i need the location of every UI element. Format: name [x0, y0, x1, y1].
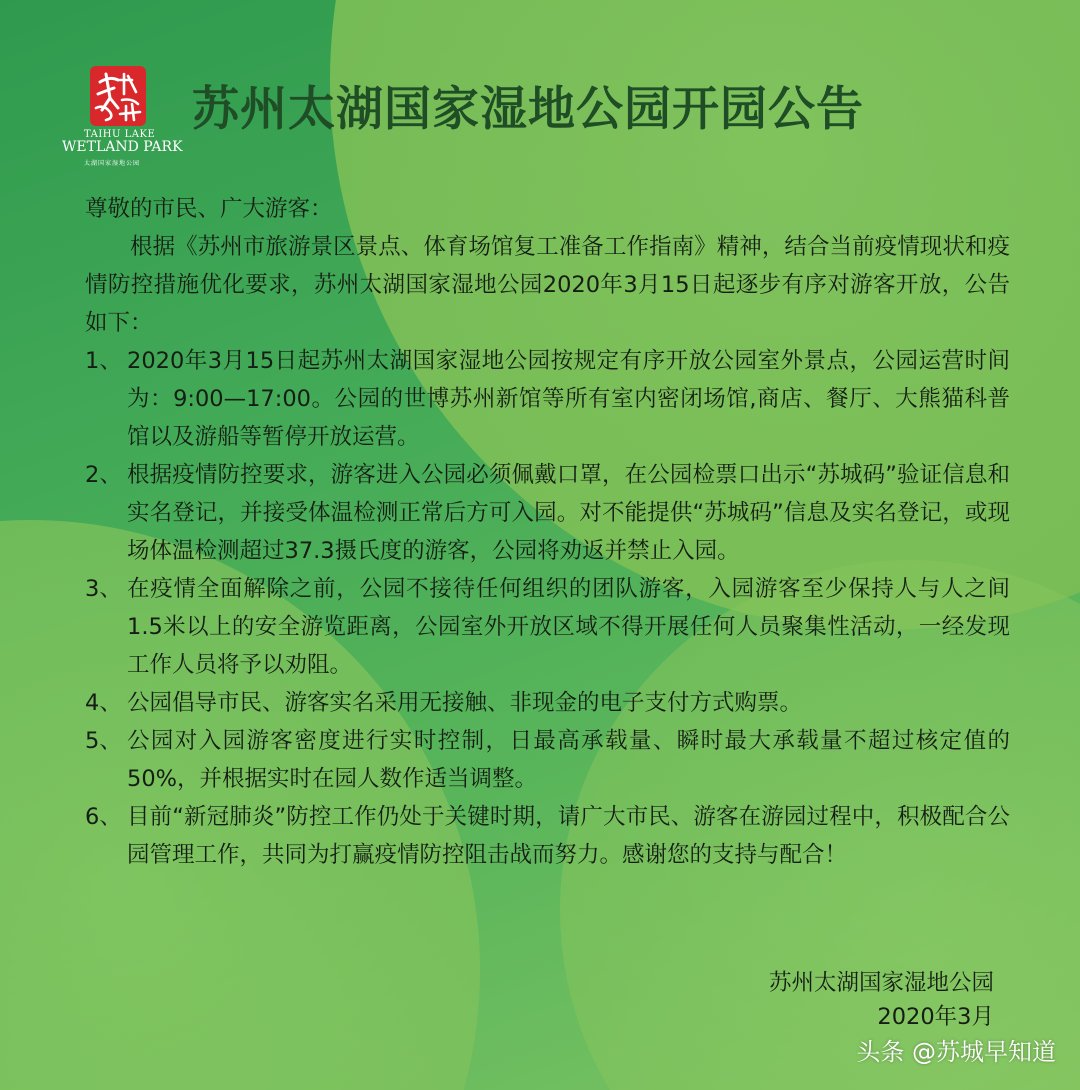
signature-organization: 苏州太湖国家湿地公园 — [768, 970, 994, 996]
list-item-number: 1、 — [85, 348, 122, 374]
signature-block — [769, 966, 994, 1034]
list-item-text: 公园倡导市民、游客实名采用无接触、非现金的电子支付方式购票。 — [127, 690, 803, 716]
list-item — [85, 342, 1010, 456]
park-logo — [62, 64, 183, 167]
list-item-text: 在疫情全面解除之前，公园不接待任何组织的团队游客，入园游客至少保持人与人之间1.5米以上的安全游览距离，公园室外开放区域不得开展任何人员聚集性活动，一经发现工作人员将予以劝阻。 — [127, 576, 1010, 678]
list-item-text: 公园对入园游客密度进行实时控制，日最高承载量、瞬时最大承载量不超过核定值的50%，并根据实时在园人数作适当调整。 — [127, 728, 1010, 792]
signature-date: 2020年3月 — [877, 1004, 994, 1030]
page-title: 苏州太湖国家湿地公园开园公告 — [192, 82, 864, 137]
list-item — [85, 456, 1010, 570]
park-seal-logo — [88, 64, 148, 128]
list-item — [85, 570, 1010, 684]
logo-english-line1: TAIHU LAKE — [84, 129, 156, 140]
list-item-text: 2020年3月15日起苏州太湖国家湿地公园按规定有序开放公园室外景点，公园运营时间为：9:00—17:00。公园的世博苏州新馆等所有室内密闭场馆,商店、餐厅、大熊猫科普馆以及游船等暂停开放运营。 — [127, 348, 1010, 450]
logo-english-line2: WETLAND PARK — [62, 139, 183, 155]
list-item — [85, 684, 1010, 722]
list-item — [85, 722, 1010, 798]
list-item-number: 6、 — [85, 804, 122, 830]
list-item-text: 根据疫情防控要求，游客进入公园必须佩戴口罩，在公园检票口出示“苏城码”验证信息和实名登记，并接受体温检测正常后方可入园。对不能提供“苏城码”信息及实名登记，或现场体温检测超过37.3摄氏度的游客，公园将劝返并禁止入园。 — [127, 462, 1010, 564]
source-watermark: 头条 @苏城早知道 — [856, 1038, 1056, 1066]
list-item-number: 5、 — [85, 728, 122, 754]
list-item-number: 2、 — [85, 462, 122, 488]
list-item-text: 目前“新冠肺炎”防控工作仍处于关键时期，请广大市民、游客在游园过程中，积极配合公园管理工作，共同为打赢疫情防控阻击战而努力。感谢您的支持与配合！ — [127, 804, 1010, 868]
announcement-body — [85, 190, 1010, 874]
list-item — [85, 798, 1010, 874]
greeting: 尊敬的市民、广大游客： — [85, 196, 333, 222]
list-item-number: 4、 — [85, 690, 122, 716]
list-item-number: 3、 — [85, 576, 122, 602]
intro-paragraph: 根据《苏州市旅游景区景点、体育场馆复工准备工作指南》精神，结合当前疫情现状和疫情防控措施优化要求，苏州太湖国家湿地公园2020年3月15日起逐步有序对游客开放，公告如下： — [85, 234, 1010, 336]
logo-chinese-small: 太湖国家湿地公园 — [84, 160, 141, 167]
